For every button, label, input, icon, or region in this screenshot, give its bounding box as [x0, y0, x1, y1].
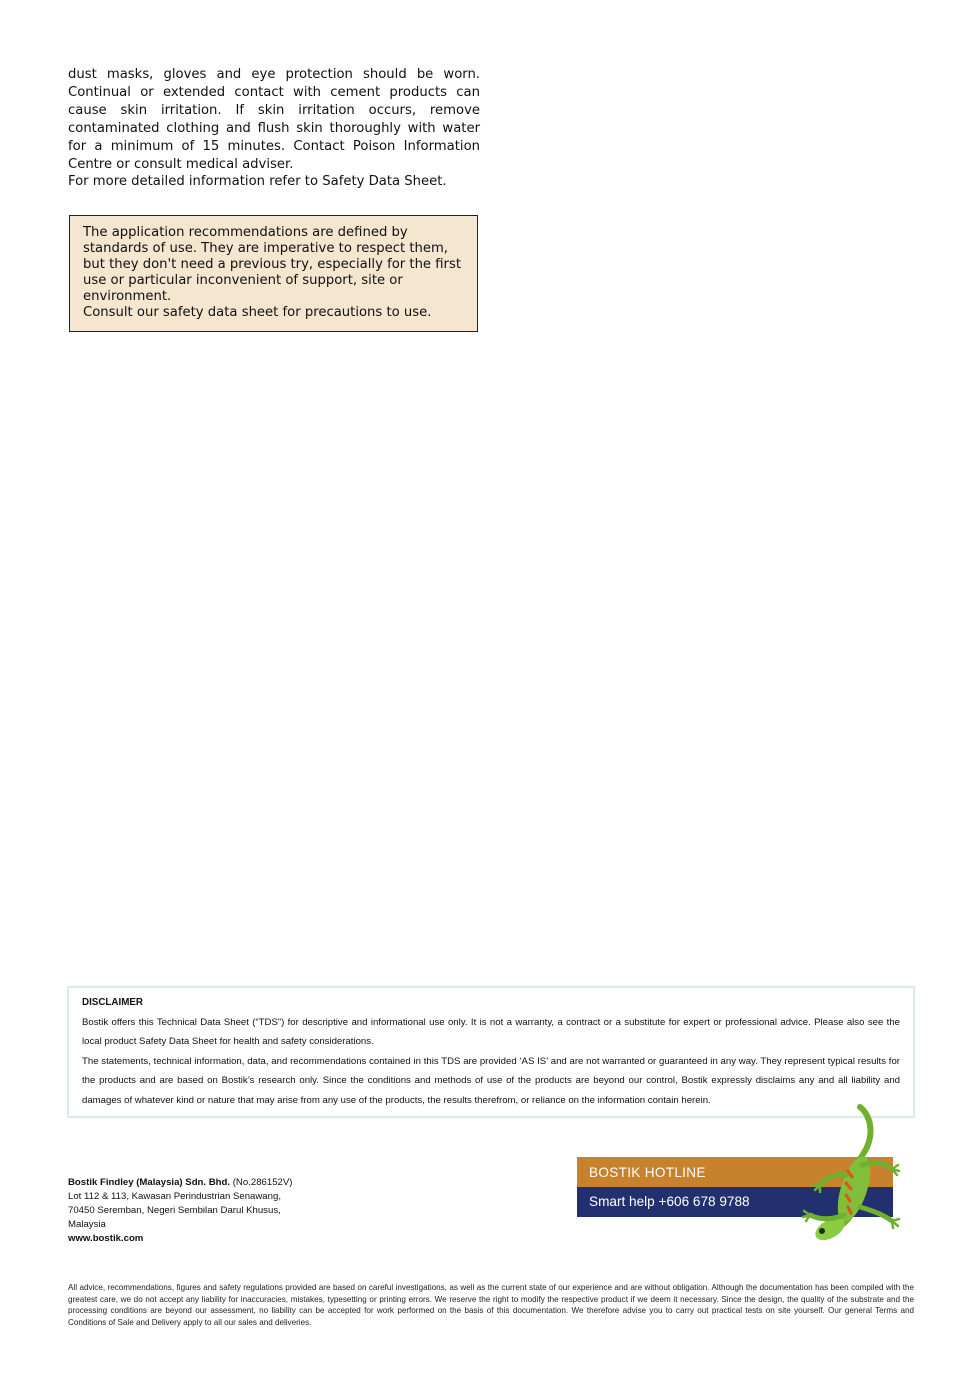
- company-name-line: [68, 1176, 328, 1190]
- safety-reference: For more detailed information refer to Safety Data Sheet.: [68, 174, 447, 190]
- address-country: Malaysia: [68, 1219, 106, 1230]
- disclaimer-paragraph-2: The statements, technical information, data, and recommendations contained in this TDS are provided ‘AS IS’ and are not warranted or guaranteed in any way. They represent typical results for the products and are based on Bostik’s research only. Since the conditions and methods of use of the products are beyond our control, Bostik expressly disclaims any and all liability and damages of whatever kind or nature that may arise from any use of the products, the results therefrom, or reliance on the information contain herein.: [82, 1055, 900, 1106]
- hotline-phone[interactable]: Smart help +606 678 9788: [577, 1187, 893, 1217]
- disclaimer-paragraph-1: Bostik offers this Technical Data Sheet (“TDS”) for descriptive and informational use only. It is not a warranty, a contract or a substitute for expert or professional advice. Please also see the local product Safety Data Sheet for health and safety considerations.: [82, 1016, 900, 1047]
- company-address: [68, 1176, 328, 1246]
- disclaimer-box: [67, 986, 915, 1118]
- safety-paragraph: dust masks, gloves and eye protection should be worn. Continual or extended contact with cement products can cause skin irritation. If skin irritation occurs, remove contaminated clothing and flush skin thoroughly with water for a minimum of 15 minutes. Contact Poison Information Centre or consult medical adviser.: [68, 67, 480, 172]
- disclaimer-title: DISCLAIMER: [82, 997, 143, 1008]
- notice-consult: Consult our safety data sheet for precautions to use.: [83, 304, 432, 320]
- website-link[interactable]: www.bostik.com: [68, 1233, 144, 1244]
- legal-footer: [68, 1282, 914, 1328]
- application-notice-box: [69, 215, 478, 332]
- company-registration: (No.286152V): [230, 1177, 293, 1188]
- address-line-1: Lot 112 & 113, Kawasan Perindustrian Senawang,: [68, 1191, 281, 1202]
- hotline-title: BOSTIK HOTLINE: [577, 1157, 893, 1187]
- safety-text: [68, 66, 480, 191]
- gecko-icon: [788, 1103, 916, 1255]
- notice-text: The application recommendations are defined by standards of use. They are imperative to respect them, but they don't need a previous try, especially for the first use or particular inconvenient of support, site or environment.: [83, 225, 462, 304]
- address-line-2: 70450 Seremban, Negeri Sembilan Darul Khusus,: [68, 1205, 281, 1216]
- company-name: Bostik Findley (Malaysia) Sdn. Bhd.: [68, 1177, 231, 1188]
- legal-footer-text: All advice, recommendations, figures and safety regulations provided are based on careful investigations, as well as the current state of our experience and are without obligation. Although the documentation has been compiled with the greatest care, we do not accept any liability for inaccuracies, mistakes, typesetting or printing errors. We reserve the right to modify the respective product if we deem it necessary. Since the design, the quality of the substrate and the processing conditions are beyond our assessment, no liability can be accepted for work performed on the basis of this documentation. We therefore advise you to carry out practical tests on site yourself. Our general Terms and Conditions of Sale and Delivery apply to all our sales and deliveries.: [68, 1283, 914, 1327]
